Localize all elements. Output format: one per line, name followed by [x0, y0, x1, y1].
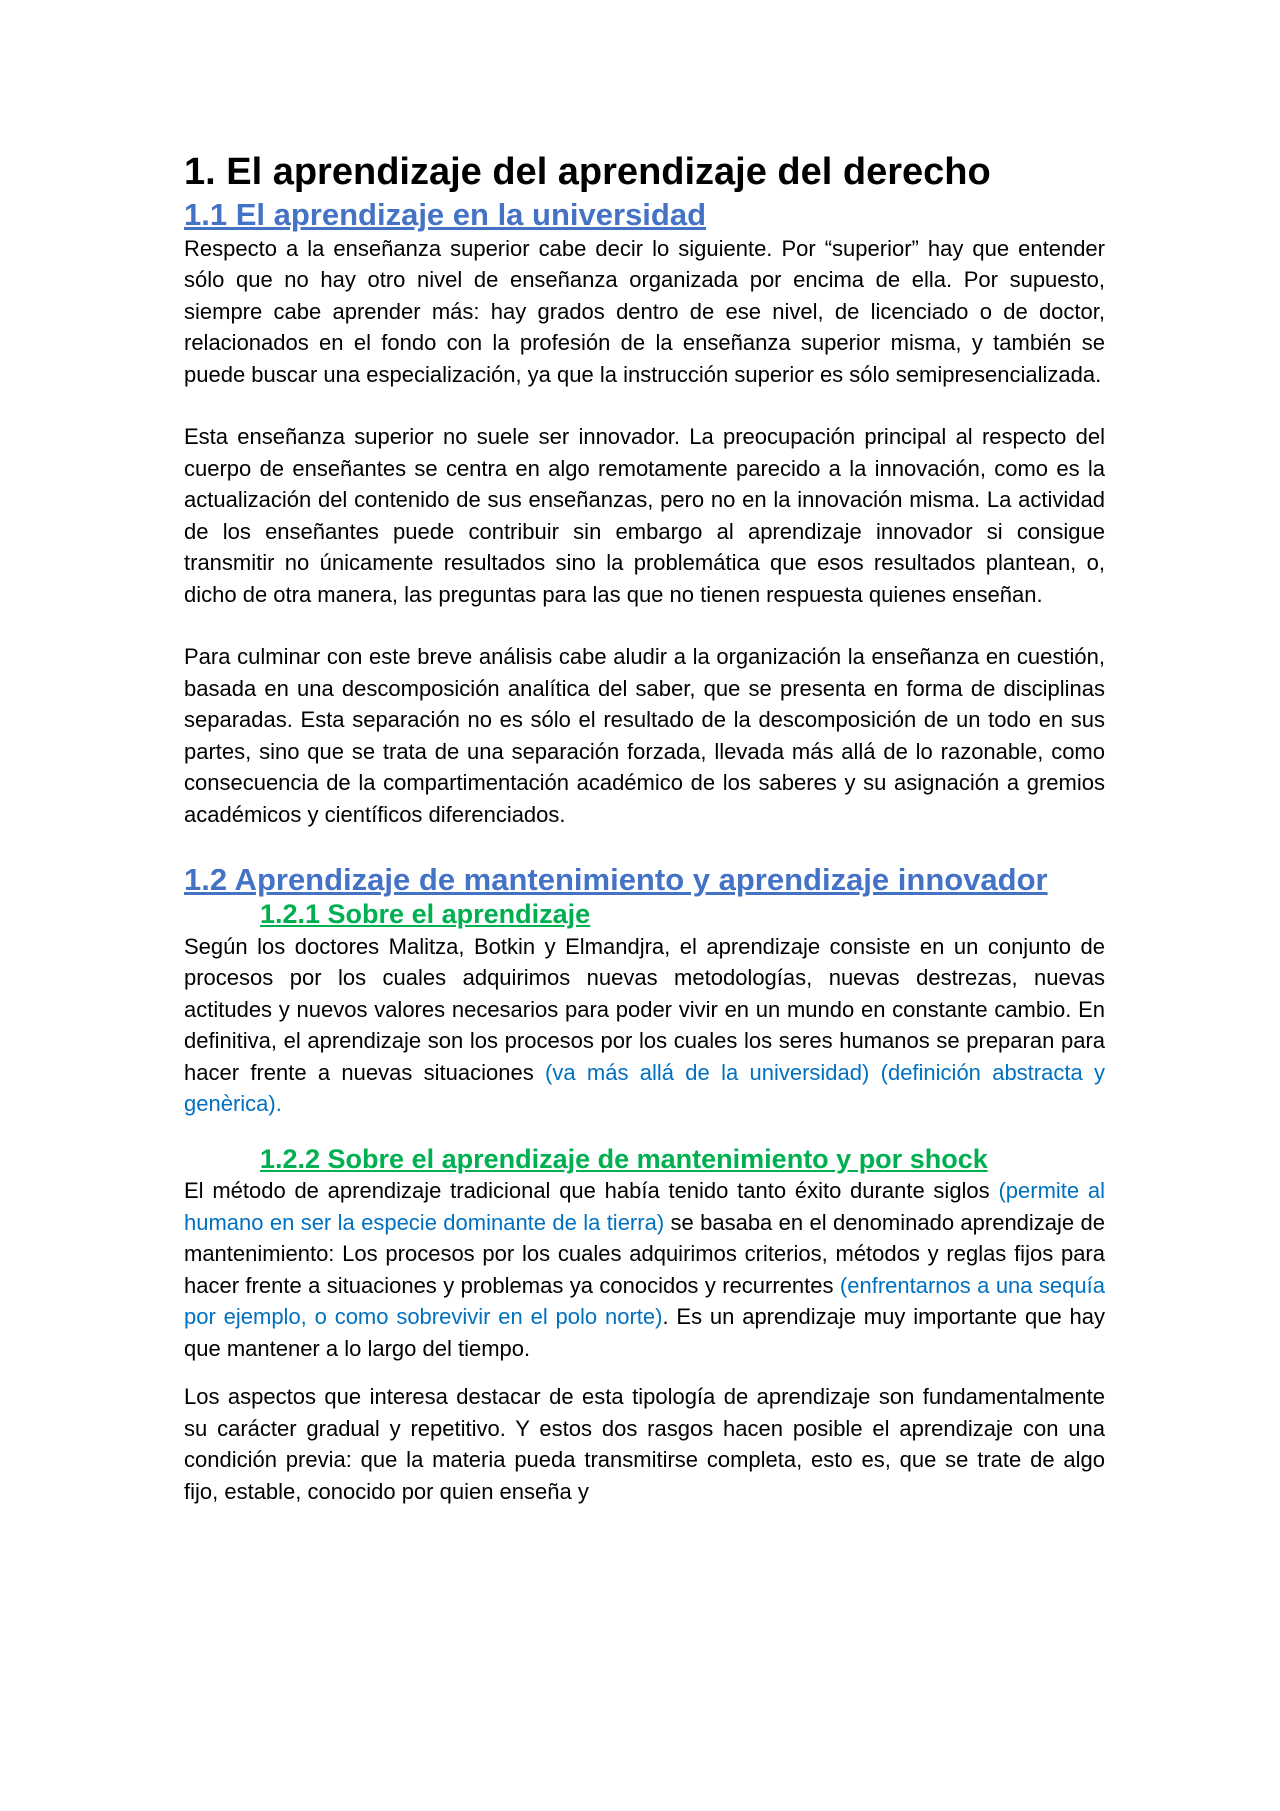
paragraph-text: . Es un aprendizaje muy importante que hay que mantener a lo largo del tiempo. — [184, 1304, 1105, 1361]
annotation-note: (permite al humano en ser la especie dominante de la tierra) — [184, 1178, 1106, 1235]
paragraph: Respecto a la enseñanza superior cabe decir lo siguiente. Por “superior” hay que entender sólo que no hay otro nivel de enseñanza organizada por encima de ella. Por supuesto, siempre cabe aprender más: hay grados dentro de ese nivel, de licenciado o de doctor, relacionados en el fondo con la profesión de la enseñanza superior misma, y también se puede buscar una especialización, ya que la instrucción superior es sólo semipresencializada. — [184, 235, 1105, 387]
subsection-heading-1-2-1: 1.2.1 Sobre el aprendizaje — [260, 899, 591, 930]
section-heading-1-1: 1.1 El aprendizaje en la universidad — [184, 196, 707, 232]
document-page — [184, 150, 1105, 1507]
subsection-heading-1-2-2: 1.2.2 Sobre el aprendizaje de mantenimiento y por shock — [260, 1143, 988, 1174]
paragraph: Los aspectos que interesa destacar de esta tipología de aprendizaje son fundamentalmente su carácter gradual y repetitivo. Y estos dos rasgos hacen posible el aprendizaje con una condición previa: que la materia pueda transmitirse completa, esto es, que se trate de algo fijo, estable, conocido por quien enseña y — [184, 1384, 1105, 1504]
paragraph — [184, 1175, 1105, 1364]
document-title: 1. El aprendizaje del aprendizaje del derecho — [184, 151, 991, 193]
paragraph: Esta enseñanza superior no suele ser innovador. La preocupación principal al respecto del cuerpo de enseñantes se centra en algo remotamente parecido a la innovación, como es la actualización del contenido de sus enseñanzas, pero no en la innovación misma. La actividad de los enseñantes puede contribuir sin embargo al aprendizaje innovador si consigue transmitir no únicamente resultados sino la problemática que esos resultados plantean, o, dicho de otra manera, las preguntas para las que no tienen respuesta quienes enseñan. — [184, 424, 1105, 607]
paragraph-text: Según los doctores Malitza, Botkin y Elmandjra, el aprendizaje consiste en un conjunto de procesos por los cuales adquirimos nuevas metodologías, nuevas destrezas, nuevas actitudes y nuevos valores necesarios para poder vivir en un mundo en constante cambio. En definitiva, el aprendizaje son los procesos por los cuales los seres humanos se preparan para hacer frente a nuevas situaciones — [184, 933, 1105, 1085]
paragraph-text: El método de aprendizaje tradicional que había tenido tanto éxito durante siglos — [184, 1178, 990, 1204]
section-heading-1-2: 1.2 Aprendizaje de mantenimiento y aprendizaje innovador — [184, 862, 1048, 898]
annotation-note: (enfrentarnos a una sequía por ejemplo, o como sobrevivir en el polo norte) — [184, 1272, 1105, 1330]
paragraph — [184, 931, 1105, 1120]
paragraph-text: se basaba en el denominado aprendizaje de mantenimiento: Los procesos por los cuales adquirimos criterios, métodos y reglas fijos para hacer frente a situaciones y problemas ya conocidos y recurrentes — [184, 1209, 1105, 1298]
annotation-note: (va más allá de la universidad) (definición abstracta y genèrica). — [184, 1059, 1105, 1117]
paragraph: Para culminar con este breve análisis cabe aludir a la organización la enseñanza en cuestión, basada en una descomposición analítica del saber, que se presenta en forma de disciplinas separadas. Esta separación no es sólo el resultado de la descomposición de un todo en sus partes, sino que se trata de una separación forzada, llevada más allá de lo razonable, como consecuencia de la compartimentación académico de los saberes y su asignación a gremios académicos y científicos diferenciados. — [184, 644, 1105, 827]
